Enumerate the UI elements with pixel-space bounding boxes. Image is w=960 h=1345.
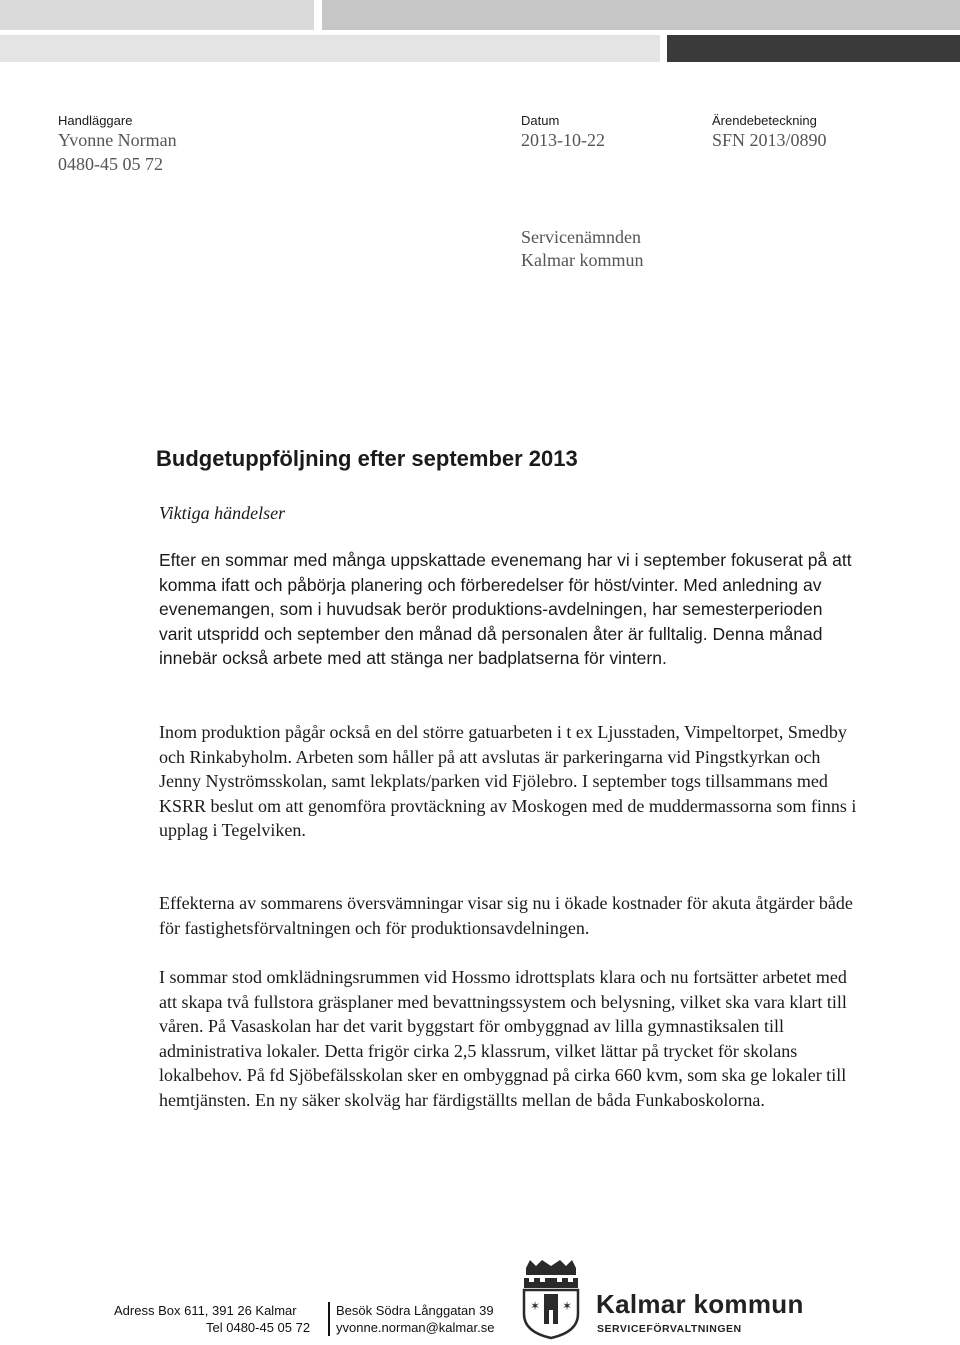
footer-address: Adress Box 611, 391 26 Kalmar [114, 1303, 297, 1318]
arende-value: SFN 2013/0890 [712, 130, 827, 150]
section-subtitle: Viktiga händelser [159, 503, 286, 523]
document-title: Budgetuppföljning efter september 2013 [156, 446, 578, 471]
svg-text:✶: ✶ [530, 1299, 541, 1313]
handlaggare-phone: 0480-45 05 72 [58, 154, 163, 174]
paragraph-3: Effekterna av sommarens översvämningar visar sig nu i ökade kostnader för akuta åtgärder både för fastighetsförvaltningen och för produktionsavdelningen. [159, 893, 853, 938]
paragraph-1: Efter en sommar med många uppskattade evenemang har vi i september fokuserat på att komma ifatt och påbörja planering och förberedelser för höst/vinter. Med anledning av evenemangen, som i huvudsak berör produktions-avdelningen, har semesterperioden varit utspridd och september den månad då personalen åter är fulltalig. Denna månad innebär också arbete med att stänga ner badplatserna för vintern. [159, 550, 852, 668]
top-bar-light-bottom [0, 35, 660, 62]
brand-name: Kalmar kommun [596, 1289, 804, 1319]
svg-text:✶: ✶ [562, 1299, 573, 1313]
top-bar-mid [322, 0, 960, 30]
recipient-line-2: Kalmar kommun [521, 250, 644, 270]
footer-visit-address: Besök Södra Långgatan 39 [336, 1303, 494, 1318]
kalmar-coat-of-arms-icon [520, 1258, 582, 1340]
paragraph-4: I sommar stod omklädningsrummen vid Hossmo idrottsplats klara och nu fortsätter arbetet med att skapa två fullstora gräsplaner med bevattningssystem och belysning, vilket ska vara klart till våren. På Vasaskolan har det varit byggstart för ombyggnad av lilla gymnastiksalen till administrativa lokaler. Detta frigör cirka 2,5 klassrum, vilket lättar på trycket för skolans lokalbehov. På fd Sjöbefälsskolan sker en ombyggnad på cirka 660 kvm, som ska ge lokaler till hemtjänsten. En ny säker skolväg har färdigställts mellan de båda Funkaboskolorna. [159, 967, 847, 1110]
footer-divider [328, 1302, 330, 1336]
handlaggare-name: Yvonne Norman [58, 130, 177, 150]
datum-value: 2013-10-22 [521, 130, 605, 150]
datum-label: Datum [521, 113, 560, 128]
arende-label: Ärendebeteckning [712, 113, 817, 128]
recipient-line-1: Servicenämnden [521, 227, 641, 247]
top-bar-dark [667, 35, 960, 62]
brand-subtitle: SERVICEFÖRVALTNINGEN [597, 1323, 742, 1335]
top-bar-light-left [0, 0, 314, 30]
handlaggare-label: Handläggare [58, 113, 133, 128]
footer-email: yvonne.norman@kalmar.se [336, 1320, 495, 1335]
footer-phone: Tel 0480-45 05 72 [206, 1320, 311, 1335]
paragraph-2: Inom produktion pågår också en del större gatuarbeten i t ex Ljusstaden, Vimpeltorpet, Smedby och Rinkabyholm. Arbeten som håller på att avslutas är parkeringarna vid Pingstkyrkan och Jenny Nyströmsskolan, samt lekplats/parken vid Fjölebro. I september togs tillsammans med KSRR beslut om att genomföra provtäckning av Moskogen med de muddermassorna som finns i upplag i Tegelviken. [159, 722, 857, 840]
